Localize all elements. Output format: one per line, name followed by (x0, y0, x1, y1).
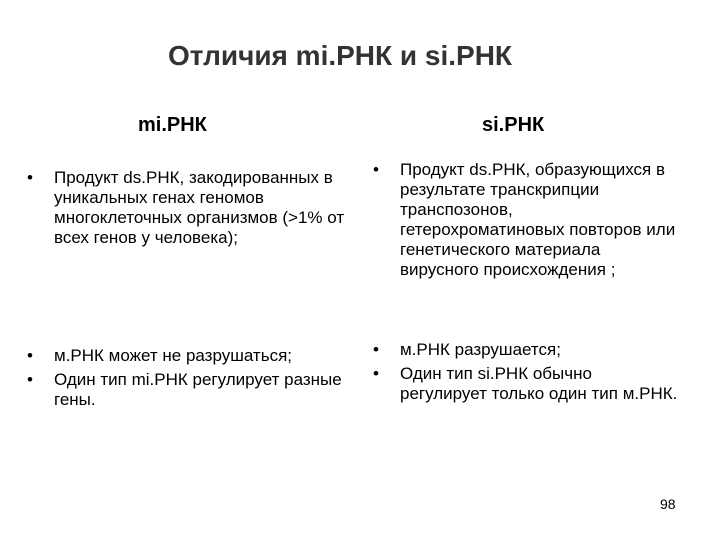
page-number: 98 (660, 496, 676, 512)
left-column-heading: mi.РНК (138, 114, 207, 136)
right-column-heading: si.РНК (482, 114, 545, 136)
list-item: • Продукт ds.РНК, образующихся в результате транскрипции транспозонов, гетерохроматиновых повторов или генетического материала вирусного происхождения ; (370, 160, 680, 280)
list-item: • Один тип si.РНК обычно регулирует только один тип м.РНК. (370, 364, 680, 404)
left-list-origin (24, 168, 354, 248)
right-list-origin (370, 160, 680, 280)
list-item: • Один тип mi.РНК регулирует разные гены. (24, 370, 354, 410)
list-item: • м.РНК разрушается; (370, 340, 680, 360)
left-list-properties (24, 346, 354, 410)
list-item: • м.РНК может не разрушаться; (24, 346, 354, 366)
right-list-properties (370, 340, 680, 404)
slide-title: Отличия mi.РНК и si.РНК (167, 40, 513, 71)
list-item: • Продукт ds.РНК, закодированных в уникальных генах геномов многоклеточных организмов (>1% от всех генов у человека); (24, 168, 354, 248)
